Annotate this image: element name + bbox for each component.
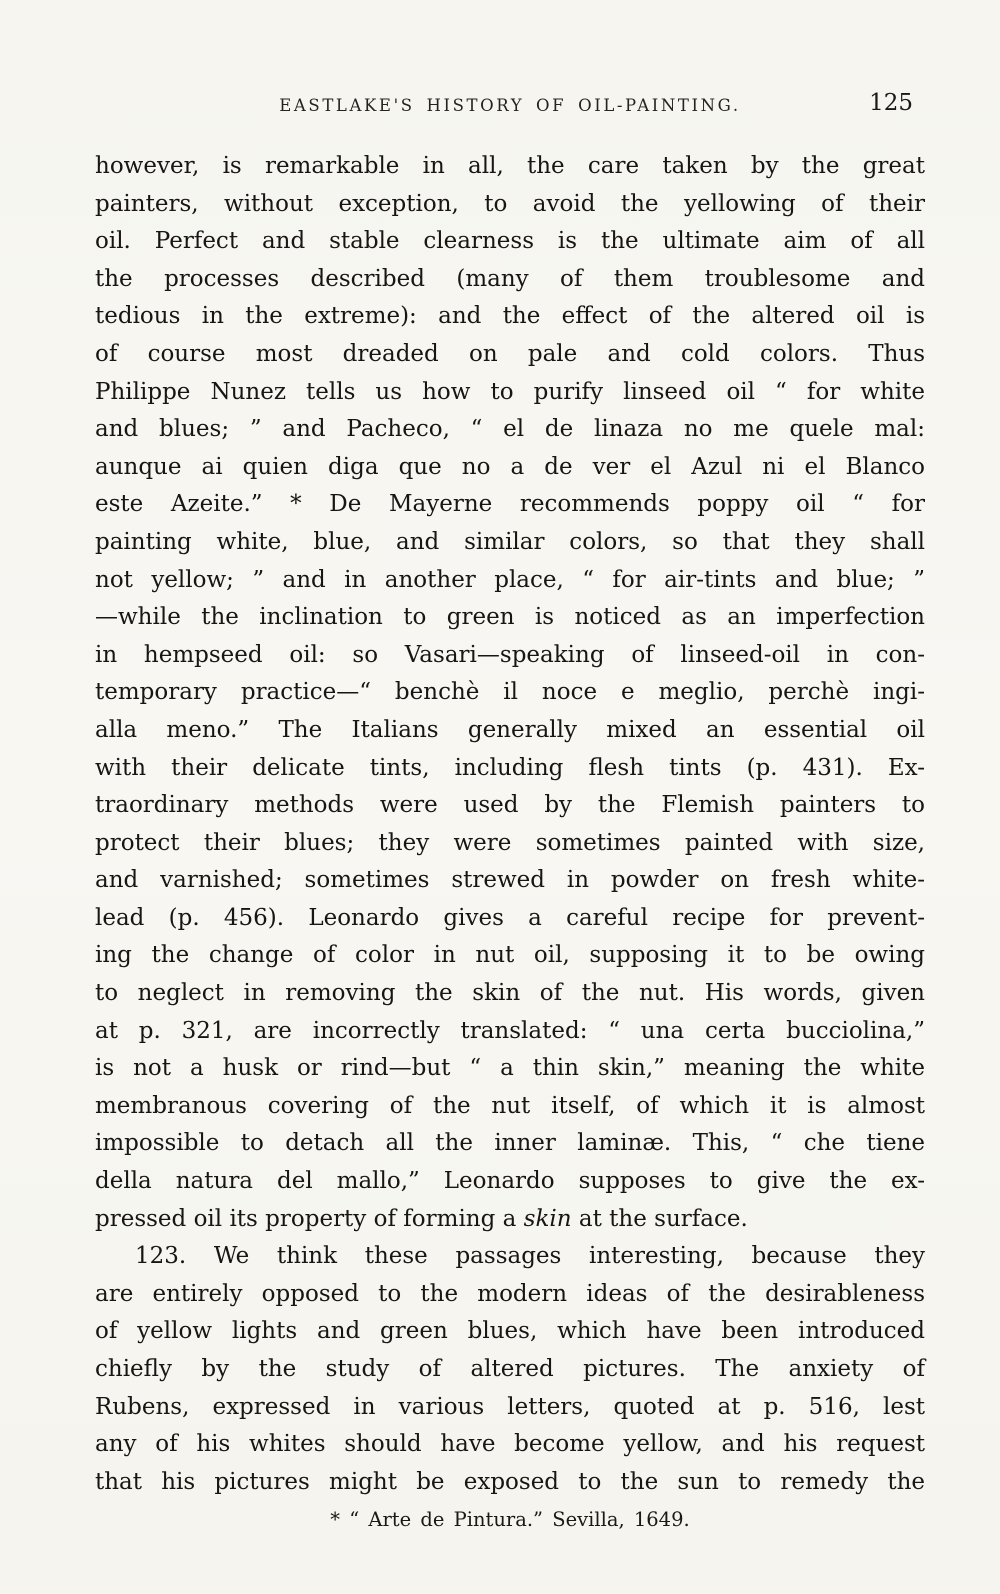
text-line: the processes described (many of them troublesome and [95, 265, 925, 292]
text-line: della natura del mallo,” Leonardo supposes to give the ex- [95, 1168, 925, 1195]
text-line: impossible to detach all the inner laminæ. This, “ che tiene [95, 1130, 925, 1157]
footnote [95, 1505, 925, 1535]
text-line: that his pictures might be exposed to the sun to remedy the [95, 1468, 925, 1495]
text-line: temporary practice—“ benchè il noce e meglio, perchè ingi- [95, 679, 925, 706]
text-line: are entirely opposed to the modern ideas of the desirableness [95, 1280, 925, 1307]
text-segment: pressed oil its property of forming a [95, 1205, 524, 1232]
text-segment: at the surface. [571, 1205, 748, 1232]
text-line: membranous covering of the nut itself, of which it is almost [95, 1092, 925, 1119]
text-line [95, 1201, 925, 1239]
text-line: aunque ai quien diga que no a de ver el Azul ni el Blanco [95, 453, 925, 480]
text-line: to neglect in removing the skin of the nut. His words, given [95, 980, 925, 1007]
text-line: of yellow lights and green blues, which have been introduced [95, 1318, 925, 1345]
footnote-text: * “ Arte de Pintura.” Sevilla, 1649. [330, 1508, 690, 1532]
text-line: painting white, blue, and similar colors, so that they shall [95, 528, 925, 555]
text-line: —while the inclination to green is noticed as an imperfection [95, 604, 925, 631]
page-number: 125 [869, 90, 913, 116]
text-line: painters, without exception, to avoid the yellowing of their [95, 190, 925, 217]
text-line: alla meno.” The Italians generally mixed an essential oil [95, 716, 925, 743]
text-line: chiefly by the study of altered pictures. The anxiety of [95, 1356, 925, 1382]
running-title: EASTLAKE'S HISTORY OF OIL-PAINTING. [279, 96, 741, 115]
text-line: of course most dreaded on pale and cold colors. Thus [95, 340, 925, 367]
text-line: not yellow; ” and in another place, “ for air-tints and blue; ” [95, 566, 925, 593]
text-line: 123. We think these passages interesting, because they [135, 1243, 925, 1270]
text-line: is not a husk or rind—but “ a thin skin,” meaning the white [95, 1055, 925, 1082]
text-line: Philippe Nunez tells us how to purify linseed oil “ for white [95, 378, 925, 405]
text-line: Rubens, expressed in various letters, quoted at p. 516, lest [95, 1393, 925, 1420]
text-line: and varnished; sometimes strewed in powder on fresh white- [95, 867, 925, 894]
text-line: however, is remarkable in all, the care taken by the great [95, 153, 925, 179]
text-line: este Azeite.” * De Mayerne recommends poppy oil “ for [95, 491, 925, 518]
text-line: at p. 321, are incorrectly translated: “ una certa bucciolina,” [95, 1017, 925, 1044]
text-line: traordinary methods were used by the Flemish painters to [95, 792, 925, 819]
body-text [95, 148, 925, 1501]
italic-word: skin [523, 1205, 572, 1232]
text-line: ing the change of color in nut oil, supposing it to be owing [95, 942, 925, 969]
text-line: lead (p. 456). Leonardo gives a careful recipe for prevent- [95, 904, 925, 931]
text-line: with their delicate tints, including flesh tints (p. 431). Ex- [95, 754, 925, 781]
text-line: any of his whites should have become yellow, and his request [95, 1431, 925, 1458]
text-line: tedious in the extreme): and the effect of the altered oil is [95, 303, 925, 330]
text-line: oil. Perfect and stable clearness is the ultimate aim of all [95, 228, 925, 255]
text-line: protect their blues; they were sometimes painted with size, [95, 829, 925, 856]
text-line: and blues; ” and Pacheco, “ el de linaza no me quele mal: [95, 416, 925, 443]
text-line: in hempseed oil: so Vasari—speaking of linseed-oil in con- [95, 641, 925, 668]
page-header [95, 90, 925, 124]
